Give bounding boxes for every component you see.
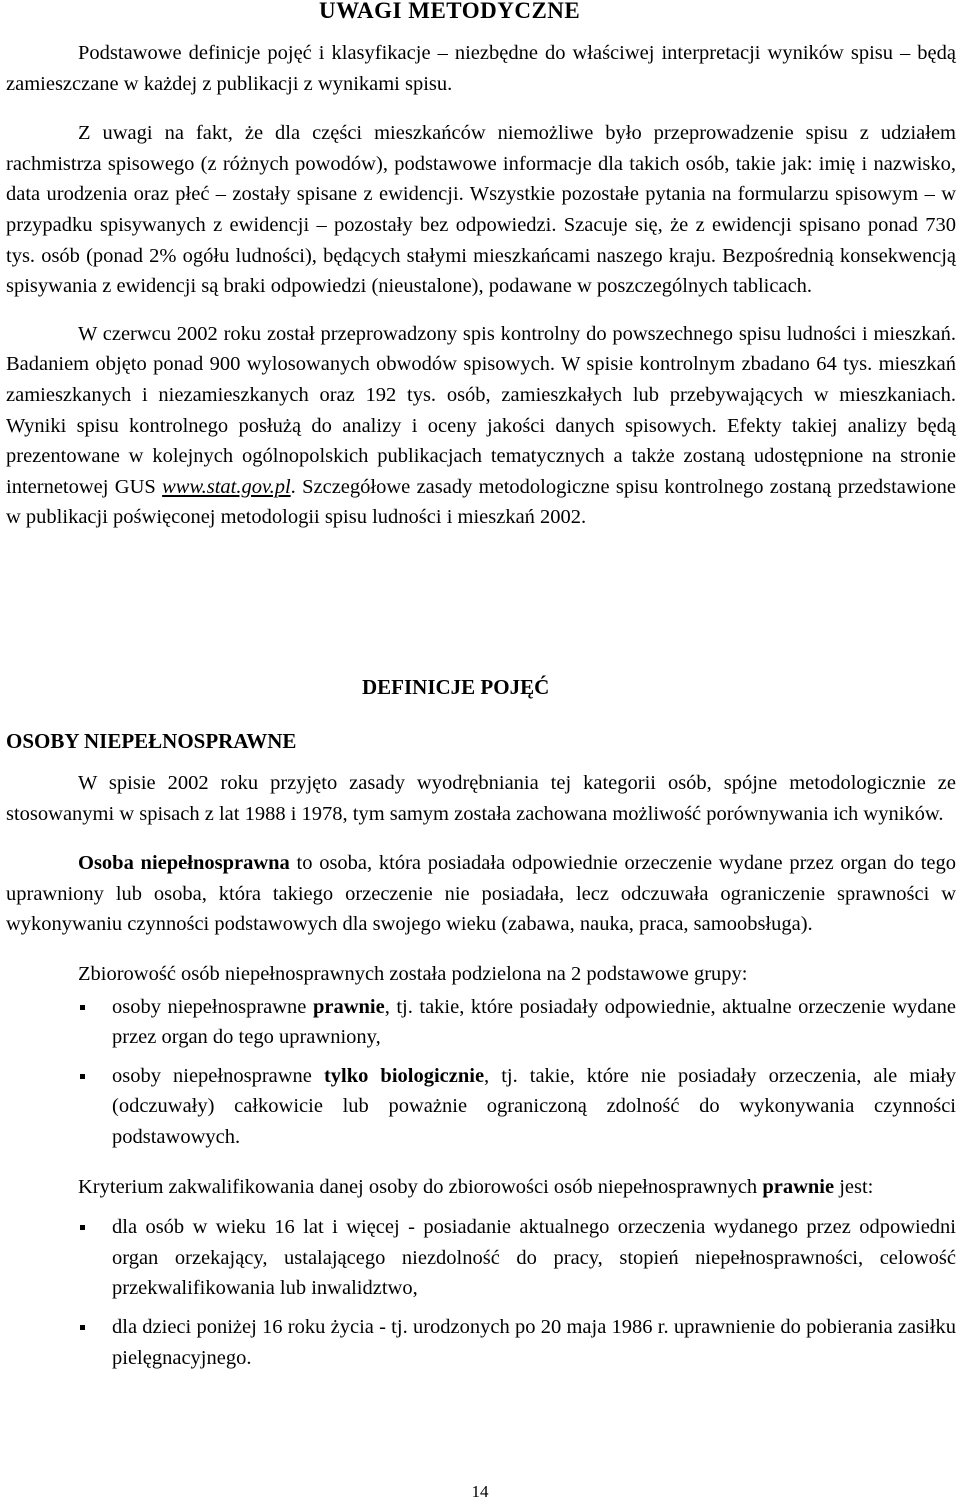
criterion-text: jest: [834, 1175, 874, 1198]
term-disabled-person: Osoba niepełnosprawna [78, 852, 290, 875]
paragraph-definitions-note: Podstawowe definicje pojęć i klasyfikacje – niezbędne do właściwej interpretacji wyników spisu – będą zamieszczane w każdej z publikacji z wynikami spisu. [6, 42, 956, 95]
list-item [6, 1312, 956, 1373]
list-item-term: tylko biologicznie [323, 1064, 485, 1087]
list-item-text: , tj. takie, które posiadały odpowiednie, aktualne orzeczenie wydane przez organ do tego uprawniony, [112, 995, 957, 1049]
paragraph-registry: Z uwagi na fakt, że dla części mieszkańców niemożliwe było przeprowadzenie spisu z udziałem rachmistrza spisowego (z różnych powodów), podstawowe informacje dla takich osób, takie jak: imię i nazwisko, data urodzenia oraz płeć – zostały spisane z ewidencji. Wszystkie pozostałe pytania na formularzu spisowym – w przypadku spisywanych z ewidencji – pozostały bez odpowiedzi. Szacuje się, że z ewidencji spisano ponad 730 tys. osób (ponad 2% ogółu ludności), będących stałymi mieszkańcami naszego kraju. Bezpośrednią konsekwencją spisywania z ewidencji są braki odpowiedzi (nieustalone), podawane w poszczególnych tablicach. [6, 122, 956, 298]
list-item-text: osoby niepełnosprawne [112, 1064, 324, 1087]
page-title: UWAGI METODYCZNE [319, 0, 581, 23]
criterion-term: prawnie [762, 1175, 835, 1198]
paragraph-methodology: W spisie 2002 roku przyjęto zasady wyodrębniania tej kategorii osób, spójne metodologicznie ze stosowanymi w spisach z lat 1988 i 1978, tym samym została zachowana możliwość porównywania ich wyników. [6, 772, 956, 825]
criteria-list [6, 1212, 956, 1373]
paragraph-definition [6, 848, 956, 940]
square-bullet-icon [80, 1005, 85, 1010]
square-bullet-icon [80, 1225, 85, 1230]
list-item-text: osoby niepełnosprawne [112, 995, 313, 1018]
list-item-text: , tj. takie, które nie posiadały orzeczenia, ale miały (odczuwały) całkowicie lub poważnie ograniczoną zdolność do wykonywania czynności podstawowych. [112, 1064, 956, 1148]
groups-list [6, 992, 956, 1153]
list-item-text: dla dzieci poniżej 16 roku życia - tj. urodzonych po 20 maja 1986 r. uprawnienie do pobierania zasiłku pielęgnacyjnego. [112, 1315, 956, 1369]
square-bullet-icon [80, 1325, 85, 1330]
list-item [6, 1061, 956, 1153]
paragraph-control-census-start: W czerwcu 2002 roku został przeprowadzony spis kontrolny do powszechnego spisu ludności i mieszkań. Badaniem objęto ponad 900 wylosowanych obwodów spisowych. W spisie kontrolnym zbadano 64 tys. mieszkań zamieszkanych i niezamieszkanych oraz 192 tys. osób, zamieszkałych lub przebywających w mieszkaniach. Wyniki spisu kontrolnego posłużą do analizy i oceny jakości danych spisowych. Efekty takiej analizy będą prezentowane w kolejnych ogólnopolskich publikacjach tematycznych a także zostaną udostępnione na stronie internetowej GUS [6, 322, 956, 498]
paragraph-criterion [6, 1172, 956, 1203]
paragraph-control-census [6, 319, 956, 533]
disabled-section [6, 768, 956, 1373]
list-item [6, 992, 956, 1053]
page-number: 14 [471, 1482, 489, 1501]
section-heading: OSOBY NIEPEŁNOSPRAWNE [6, 729, 297, 753]
gus-website-link[interactable]: www.stat.gov.pl [162, 475, 291, 498]
definition-text: to osoba, która posiadała odpowiednie orzeczenie wydane przez organ do tego uprawniony lub osoba, która takiego orzeczenie nie posiadała, lecz odczuwała ograniczenie sprawności w wykonywaniu czynności podstawowych dla swojego wieku (zabawa, nauka, praca, samoobsługa). [6, 852, 956, 936]
definitions-heading: DEFINICJE POJĘĆ [362, 675, 550, 699]
list-item-text: dla osób w wieku 16 lat i więcej - posiadanie aktualnego orzeczenia wydanego przez odpowiedni organ orzekający, ustalającego niezdolność do pracy, stopień niepełnosprawności, celowość przekwalifikowania lub inwalidztwo, [112, 1216, 956, 1300]
criterion-text: Kryterium zakwalifikowania danej osoby do zbiorowości osób niepełnosprawnych [78, 1175, 763, 1198]
paragraph-groups-intro: Zbiorowość osób niepełnosprawnych została podzielona na 2 podstawowe grupy: [78, 962, 748, 985]
list-item [6, 1212, 956, 1304]
intro-section [6, 38, 956, 533]
square-bullet-icon [80, 1074, 85, 1079]
paragraph-control-census-end: . Szczegółowe zasady metodologiczne spisu kontrolnego zostaną przedstawione w publikacji poświęconej metodologii spisu ludności i mieszkań 2002. [6, 475, 956, 529]
list-item-term: prawnie [312, 995, 385, 1018]
